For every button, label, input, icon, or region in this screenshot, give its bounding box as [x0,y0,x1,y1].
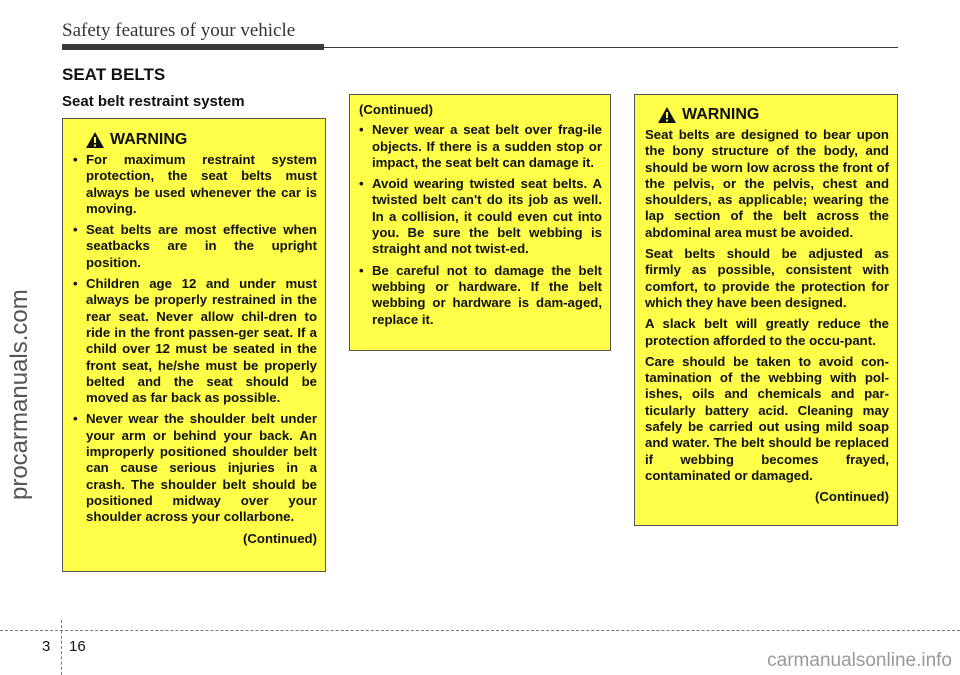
section-subtitle: Seat belt restraint system [62,93,245,110]
side-watermark: procarmanuals.com [6,289,33,500]
list-item: • Never wear the shoulder belt under your arm or behind your back. An improperly positioned shoulder belt can cause serious injuries in a crash. The shoulder belt should be positioned midway over your shoulder across your collarbone. [73,411,317,525]
chapter-number: 3 [42,638,51,655]
list-item: • Children age 12 and under must always be properly restrained in the rear seat. Never allow chil-dren to ride in the front passen-ger seat. If a child over 12 must be seated in the front seat, he/she must be properly belted and the seat should be moved as far back as possible. [73,276,317,406]
warning-box-1 [62,118,326,572]
warning-box-2 [349,94,611,351]
page-number: 16 [69,638,86,655]
header-rule [324,47,898,48]
footer-divider [61,620,62,675]
warning-list [73,152,317,526]
continued-label: (Continued) [359,102,433,117]
warning-paragraph: Care should be taken to avoid con-tamination of the webbing with pol-ishes, oils and chemicals and par-ticularly battery acid. Cleaning may safely be carried out using mild soap and water. The belt should be replaced if webbing becomes frayed, contaminated or damaged. [645,353,889,483]
section-title: SEAT BELTS [62,65,166,84]
warning-paragraph: Seat belts should be adjusted as firmly as possible, consistent with comfort, to provide the protection for which they have been designed. [645,246,889,310]
warning-list [359,122,602,328]
warning-title: WARNING [682,105,760,123]
list-item: • For maximum restraint system protection, the seat belts must always be used whenever the car is moving. [73,152,317,217]
footer-watermark: carmanualsonline.info [767,650,952,671]
warning-heading [657,106,889,124]
header-bar [62,44,324,50]
list-item: • Be careful not to damage the belt webbing or hardware. If the belt webbing or hardware is dam-aged, replace it. [359,263,602,328]
warning-title: WARNING [110,130,188,148]
list-item: • Seat belts are most effective when seatbacks are in the upright position. [73,222,317,271]
warning-box-3 [634,94,898,526]
footer-rule [0,630,960,631]
header-title: Safety features of your vehicle [62,20,296,41]
warning-paragraph: A slack belt will greatly reduce the protection afforded to the occu-pant. [645,316,889,348]
continued-label: (Continued) [815,489,889,505]
continued-label: (Continued) [243,530,317,546]
warning-triangle-icon [85,131,105,149]
warning-paragraph: Seat belts are designed to bear upon the bony structure of the body, and should be worn low across the front of the pelvis, or the pelvis, chest and shoulders, as applicable; wearing the lap section of the belt across the abdominal area must be avoided. [645,127,889,240]
list-item: • Never wear a seat belt over frag-ile objects. If there is a sudden stop or impact, the seat belt can damage it. [359,122,602,171]
warning-triangle-icon [657,106,677,124]
warning-heading [85,131,317,149]
list-item: • Avoid wearing twisted seat belts. A twisted belt can't do its job as well. In a collision, it could even cut into you. Be sure the belt webbing is straight and not twist-ed. [359,176,602,257]
